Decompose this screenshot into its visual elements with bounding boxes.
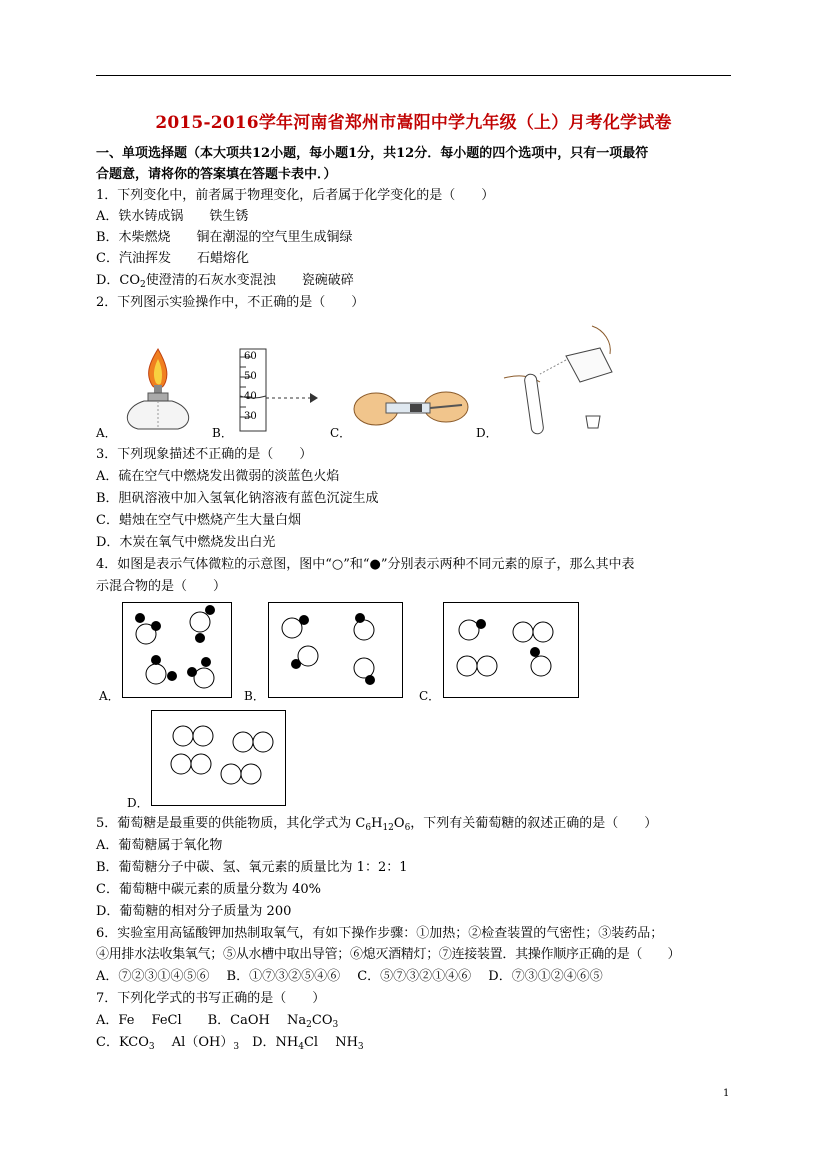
q3-option-a: A．硫在空气中燃烧发出微弱的淡蓝色火焰 (96, 469, 340, 484)
particle-box-c (443, 602, 579, 698)
particle-box-b (268, 602, 403, 698)
q4-label-a: A． (99, 689, 120, 703)
cylinder-tick-60: 60 (244, 351, 257, 362)
connecting-tube-figure (352, 383, 472, 433)
q1-option-c: C．汽油挥发 石蜡熔化 (96, 251, 249, 266)
q4-label-c: C． (419, 689, 441, 703)
q7-options-ab: A．Fe FeCl B．CaOH $Na_2CO_3$ (96, 1013, 339, 1030)
section1-heading-line1: 一、单项选择题（本大项共12小题，每小题1分，共12分．每小题的四个选项中，只有一项最符 (96, 146, 649, 161)
q2-label-c: C． (330, 426, 352, 440)
q7-stem: 7．下列化学式的书写正确的是（ ） (96, 991, 326, 1006)
q1-option-b: B．木柴燃烧 铜在潮湿的空气里生成铜绿 (96, 230, 353, 245)
q5-option-d: D．葡萄糖的相对分子质量为 200 (96, 904, 292, 919)
q5-stem: 5．葡萄糖是最重要的供能物质，其化学式为 $C_6H_{12}O_6$，下列有关葡萄糖的叙述正确的是（ ） (96, 816, 658, 833)
q2-stem: 2．下列图示实验操作中，不正确的是（ ） (96, 295, 365, 310)
section1-heading-line2: 合题意，请将你的答案填在答题卡表中．） (96, 167, 337, 182)
q7-options-cd: C．$KCO_3$ $Al(OH)_3$ D．$NH_4Cl$ $NH_3$ (96, 1035, 364, 1052)
q2-label-b: B． (212, 426, 233, 440)
q3-option-c: C．蜡烛在空气中燃烧产生大量白烟 (96, 513, 301, 528)
q6-stem-line1: 6．实验室用高锰酸钾加热制取氧气，有如下操作步骤：①加热；②检查装置的气密性；③装药品； (96, 926, 664, 941)
pouring-liquid-figure (500, 320, 620, 442)
q5-option-a: A．葡萄糖属于氧化物 (96, 838, 223, 853)
q4-stem-line1: 4．如图是表示气体微粒的示意图，图中“○”和“●”分别表示两种不同元素的原子，那么其中表 (96, 557, 635, 572)
q2-label-d: D． (476, 426, 498, 440)
q1-option-d: D．$CO_2$使澄清的石灰水变混浊 瓷碗破碎 (96, 273, 354, 290)
q3-option-d: D．木炭在氧气中燃烧发出白光 (96, 535, 276, 550)
q1-option-a: A．铁水铸成锅 铁生锈 (96, 209, 249, 224)
q2-label-a: A． (96, 426, 117, 440)
q3-option-b: B．胆矾溶液中加入氢氧化钠溶液有蓝色沉淀生成 (96, 491, 379, 506)
q4-stem-line2: 示混合物的是（ ） (96, 579, 227, 594)
alcohol-lamp-figure (118, 345, 198, 435)
cylinder-tick-40: 40 (244, 391, 257, 402)
header-rule (96, 75, 731, 76)
q5-option-b: B．葡萄糖分子中碳、氢、氧元素的质量比为 1：2：1 (96, 860, 408, 875)
cylinder-tick-30: 30 (244, 411, 257, 422)
particle-box-a (122, 602, 232, 698)
page-number: 1 (723, 1088, 730, 1099)
q3-stem: 3．下列现象描述不正确的是（ ） (96, 447, 313, 462)
q4-label-b: B． (244, 689, 265, 703)
page-title: 2015-2016学年河南省郑州市嵩阳中学九年级（上）月考化学试卷 (155, 113, 672, 133)
q5-option-c: C．葡萄糖中碳元素的质量分数为 40% (96, 882, 321, 897)
q6-options: A．⑦②③①④⑤⑥ B．①⑦③②⑤④⑥ C．⑤⑦③②①④⑥ D．⑦③①②④⑥⑤ (96, 969, 603, 984)
cylinder-tick-50: 50 (244, 371, 257, 382)
q4-label-d: D． (127, 796, 149, 810)
q1-stem: 1．下列变化中，前者属于物理变化，后者属于化学变化的是（ ） (96, 188, 495, 203)
particle-box-d (151, 710, 286, 806)
q6-stem-line2: ④用排水法收集氧气；⑤从水槽中取出导管；⑥熄灭酒精灯；⑦连接装置．其操作顺序正确的是（ ） (96, 947, 681, 962)
